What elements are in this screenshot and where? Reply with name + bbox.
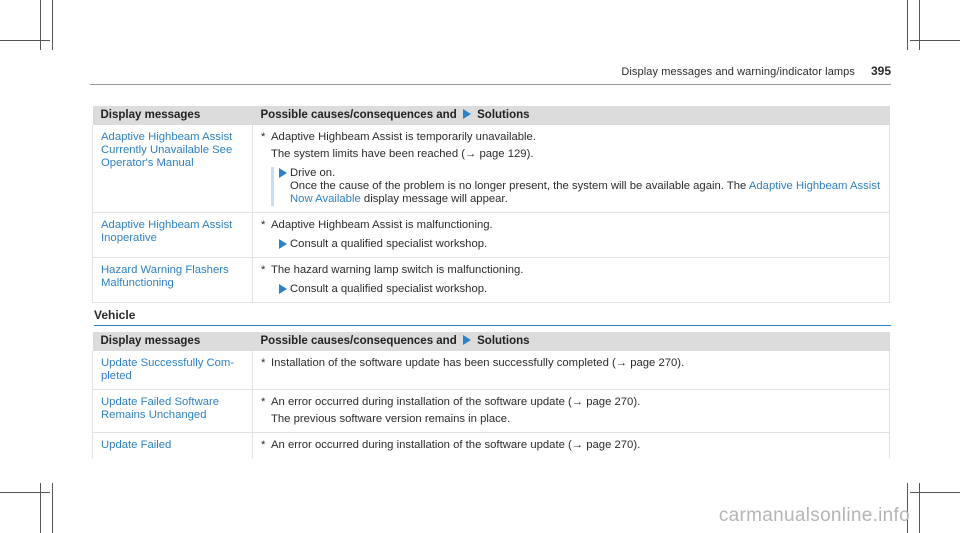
cause-cell	[253, 258, 890, 303]
message-cell: Update Failed	[93, 433, 253, 459]
crop-mark	[907, 0, 908, 50]
table-header-row	[93, 332, 890, 351]
cause-cell	[253, 213, 890, 258]
crop-mark	[52, 0, 53, 50]
crop-mark	[910, 40, 960, 41]
col-header-causes	[253, 106, 890, 125]
bullet: *	[261, 396, 266, 408]
table-header-row	[93, 106, 890, 125]
message-reference: Adaptive Highbeam Assist Now Available	[290, 180, 881, 205]
bullet: *	[261, 131, 266, 143]
table-row	[93, 390, 890, 433]
col-header-causes-text: Possible causes/consequences and	[260, 109, 457, 121]
page-number: 395	[870, 64, 891, 78]
col-header-causes-text: Possible causes/consequences and	[260, 335, 457, 347]
crop-mark	[40, 0, 41, 50]
crop-mark	[910, 492, 960, 493]
crop-mark	[919, 0, 920, 50]
table-row	[93, 433, 890, 459]
cause-cell	[253, 433, 890, 459]
crop-mark	[0, 40, 50, 41]
message-cell: Hazard Warning Flashers Malfunctioning	[93, 258, 253, 303]
section-title: Vehicle	[94, 308, 891, 326]
step-text: Consult a qualified specialist workshop.	[290, 283, 488, 295]
step-text: Consult a qualified specialist workshop.	[290, 238, 488, 250]
table-row	[93, 125, 890, 213]
col-header-causes	[253, 332, 890, 351]
cause-text: An error occurred during installation of the software update (→ page 270).	[271, 439, 641, 451]
bullet: *	[261, 439, 266, 451]
step-arrow-icon	[279, 239, 287, 249]
cause-cell	[253, 351, 890, 390]
crop-mark	[919, 483, 920, 533]
cause-text: The hazard warning lamp switch is malfunctioning.	[271, 264, 524, 276]
solution-step	[271, 167, 881, 206]
detail-text: The previous software version remains in place.	[271, 413, 511, 425]
table-row	[93, 351, 890, 390]
col-header-solutions-text: Solutions	[477, 335, 530, 347]
header-section-title: Display messages and warning/indicator lamps	[621, 66, 855, 78]
col-header-solutions-text: Solutions	[477, 109, 530, 121]
crop-mark	[0, 492, 50, 493]
table-row	[93, 258, 890, 303]
solution-step	[271, 238, 881, 251]
message-cell: Adaptive Highbeam Assist Currently Unavailable See Operator's Manual	[93, 125, 253, 213]
watermark: carmanualsonline.info	[718, 505, 910, 526]
page-header	[90, 60, 891, 85]
cause-text: Adaptive Highbeam Assist is malfunctioning.	[271, 219, 493, 231]
message-cell: Adaptive Highbeam Assist Inoperative	[93, 213, 253, 258]
cause-cell	[253, 125, 890, 213]
cause-cell	[253, 390, 890, 433]
crop-mark	[52, 483, 53, 533]
solution-step	[271, 283, 881, 296]
display-messages-table-vehicle	[92, 332, 890, 458]
bullet: *	[261, 264, 266, 276]
step-arrow-icon	[279, 284, 287, 294]
step-detail-text-end: display message will appear.	[363, 193, 508, 205]
step-arrow-icon	[279, 168, 287, 178]
cause-text: Installation of the software update has been successfully completed (→ page 270).	[271, 357, 685, 369]
play-arrow-icon	[463, 335, 471, 345]
detail-text: The system limits have been reached (→ page 129).	[271, 148, 534, 160]
step-detail-text: Once the cause of the problem is no longer present, the system will be available again. The	[290, 180, 747, 192]
cause-text: Adaptive Highbeam Assist is temporarily unavailable.	[271, 131, 536, 143]
col-header-display-messages: Display messages	[93, 332, 253, 351]
message-cell: Update Failed Software Remains Unchanged	[93, 390, 253, 433]
bullet: *	[261, 219, 266, 231]
table-row	[93, 213, 890, 258]
step-text: Drive on.	[290, 167, 336, 179]
play-arrow-icon	[463, 109, 471, 119]
crop-mark	[40, 483, 41, 533]
bullet: *	[261, 357, 266, 369]
cause-text: An error occurred during installation of the software update (→ page 270).	[271, 396, 641, 408]
message-cell: Update Successfully Com- pleted	[93, 351, 253, 390]
display-messages-table-highbeam	[92, 106, 890, 303]
col-header-display-messages: Display messages	[93, 106, 253, 125]
